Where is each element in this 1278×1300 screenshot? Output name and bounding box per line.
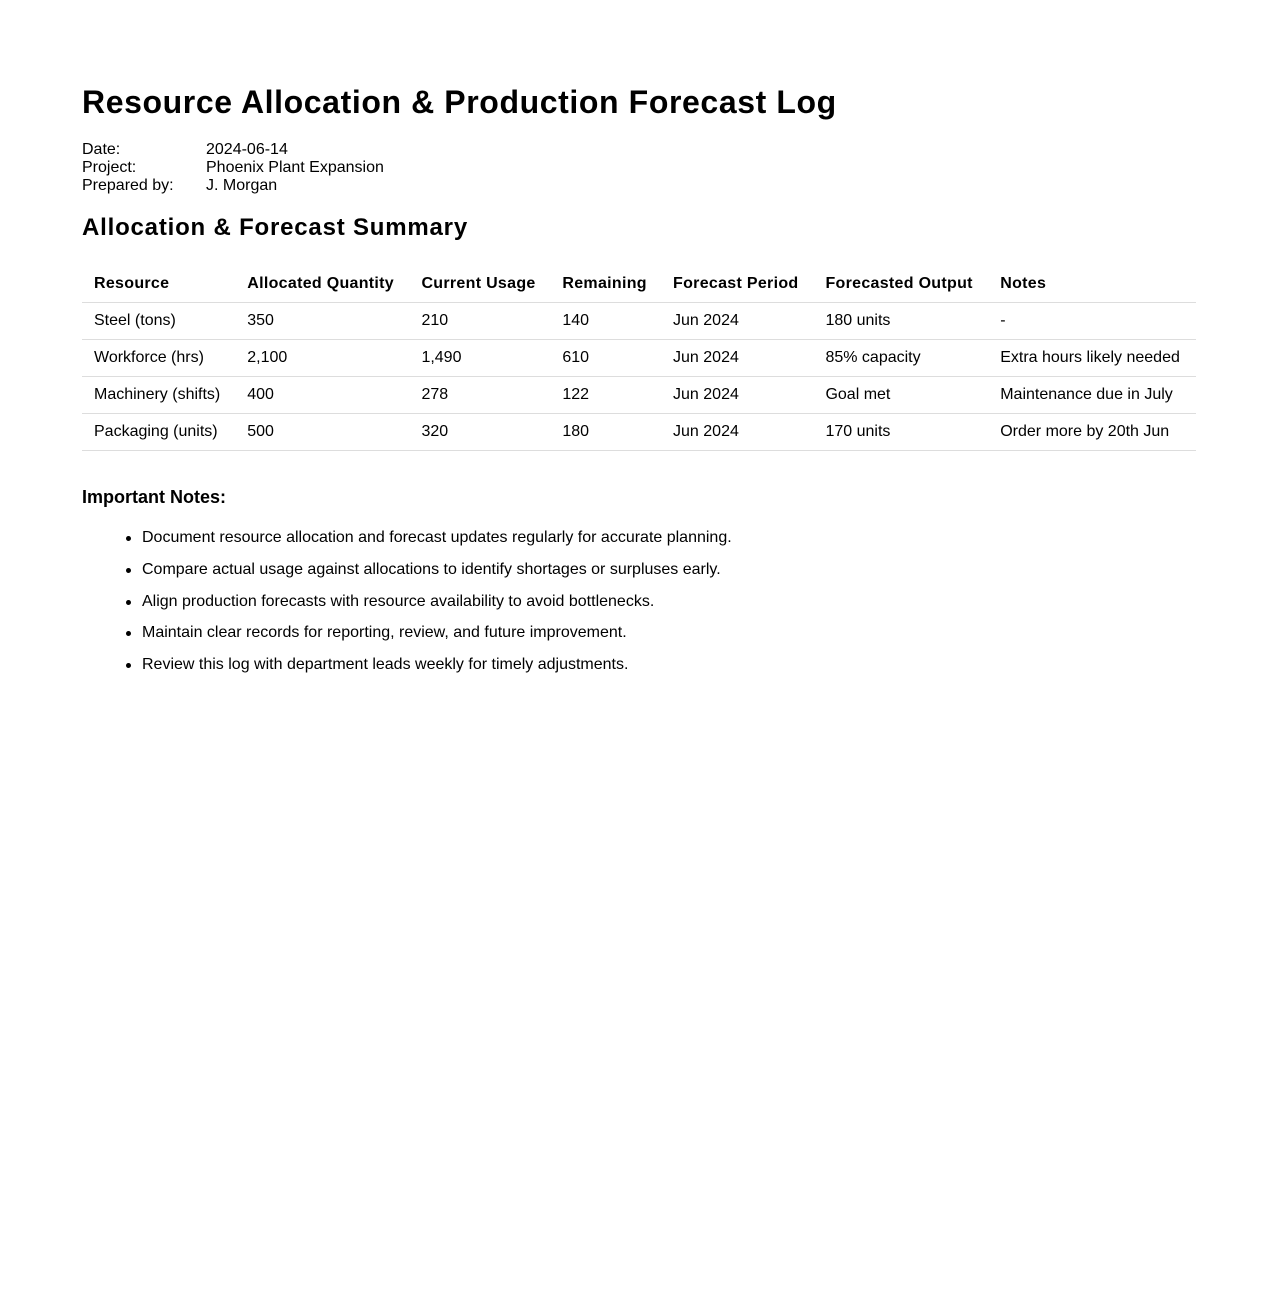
table-row xyxy=(82,303,1196,340)
table-cell: Jun 2024 xyxy=(661,377,813,414)
list-item xyxy=(142,654,732,686)
list-item-text: Document resource allocation and forecast updates regularly for accurate planning. xyxy=(142,529,732,546)
page-title: Resource Allocation & Production Forecast Log xyxy=(82,84,837,120)
table-cell: Maintenance due in July xyxy=(988,377,1196,414)
table-cell: Jun 2024 xyxy=(661,303,813,340)
table-cell: 170 units xyxy=(813,414,988,451)
table-cell: 500 xyxy=(235,414,409,451)
document-meta xyxy=(82,141,384,195)
column-header-forecasted-output: Forecasted Output xyxy=(813,265,988,303)
table-cell: 320 xyxy=(409,414,550,451)
column-header-current-usage: Current Usage xyxy=(409,265,550,303)
column-header-allocated-quantity: Allocated Quantity xyxy=(235,265,409,303)
table-cell: Packaging (units) xyxy=(82,414,235,451)
table-cell: 140 xyxy=(550,303,661,340)
table-cell: Workforce (hrs) xyxy=(82,340,235,377)
table-cell: Machinery (shifts) xyxy=(82,377,235,414)
section-heading-summary: Allocation & Forecast Summary xyxy=(82,214,468,241)
table-row xyxy=(82,340,1196,377)
list-item-text: Review this log with department leads weekly for timely adjustments. xyxy=(142,656,629,674)
notes-list xyxy=(82,527,732,686)
meta-row-prepared-by xyxy=(82,177,384,195)
column-header-notes: Notes xyxy=(988,265,1196,303)
table-row xyxy=(82,377,1196,414)
bullet-icon xyxy=(126,600,131,605)
meta-label: Date: xyxy=(82,141,121,158)
table-cell: Order more by 20th Jun xyxy=(988,414,1196,451)
table-cell: 180 xyxy=(550,414,661,451)
table-cell: 278 xyxy=(409,377,550,414)
list-item-text: Maintain clear records for reporting, review, and future improvement. xyxy=(142,624,627,642)
meta-row-date xyxy=(82,141,384,159)
list-item xyxy=(142,527,732,559)
table-cell: Jun 2024 xyxy=(661,340,813,377)
column-header-resource: Resource xyxy=(82,265,235,303)
column-header-remaining: Remaining xyxy=(550,265,661,303)
table-cell: - xyxy=(988,303,1196,340)
table-cell: 210 xyxy=(409,303,550,340)
table-cell: Jun 2024 xyxy=(661,414,813,451)
column-header-forecast-period: Forecast Period xyxy=(661,265,813,303)
table-header-row xyxy=(82,265,1196,303)
table-cell: 2,100 xyxy=(235,340,409,377)
meta-label: Prepared by: xyxy=(82,177,174,194)
allocation-forecast-table xyxy=(82,265,1196,451)
table-cell: 610 xyxy=(550,340,661,377)
table-cell: 180 units xyxy=(813,303,988,340)
table-cell: 400 xyxy=(235,377,409,414)
list-item xyxy=(142,591,732,623)
meta-value: Phoenix Plant Expansion xyxy=(206,159,384,176)
list-item xyxy=(142,622,732,654)
bullet-icon xyxy=(126,663,131,668)
bullet-icon xyxy=(126,536,131,541)
notes-heading: Important Notes: xyxy=(82,487,226,507)
meta-value: J. Morgan xyxy=(206,177,278,194)
table-cell: 85% capacity xyxy=(813,340,988,377)
bullet-icon xyxy=(126,631,131,636)
meta-row-project xyxy=(82,159,384,177)
table-cell: 1,490 xyxy=(409,340,550,377)
table-cell: Steel (tons) xyxy=(82,303,235,340)
table-cell: 122 xyxy=(550,377,661,414)
table-cell: Goal met xyxy=(813,377,988,414)
table-cell: 350 xyxy=(235,303,409,340)
meta-label: Project: xyxy=(82,159,137,176)
meta-value: 2024-06-14 xyxy=(206,141,288,158)
list-item-text: Compare actual usage against allocations to identify shortages or surpluses early. xyxy=(142,560,721,578)
table-row xyxy=(82,414,1196,451)
list-item xyxy=(142,559,732,591)
list-item-text: Align production forecasts with resource availability to avoid bottlenecks. xyxy=(142,592,655,610)
bullet-icon xyxy=(126,568,131,573)
table-cell: Extra hours likely needed xyxy=(988,340,1196,377)
